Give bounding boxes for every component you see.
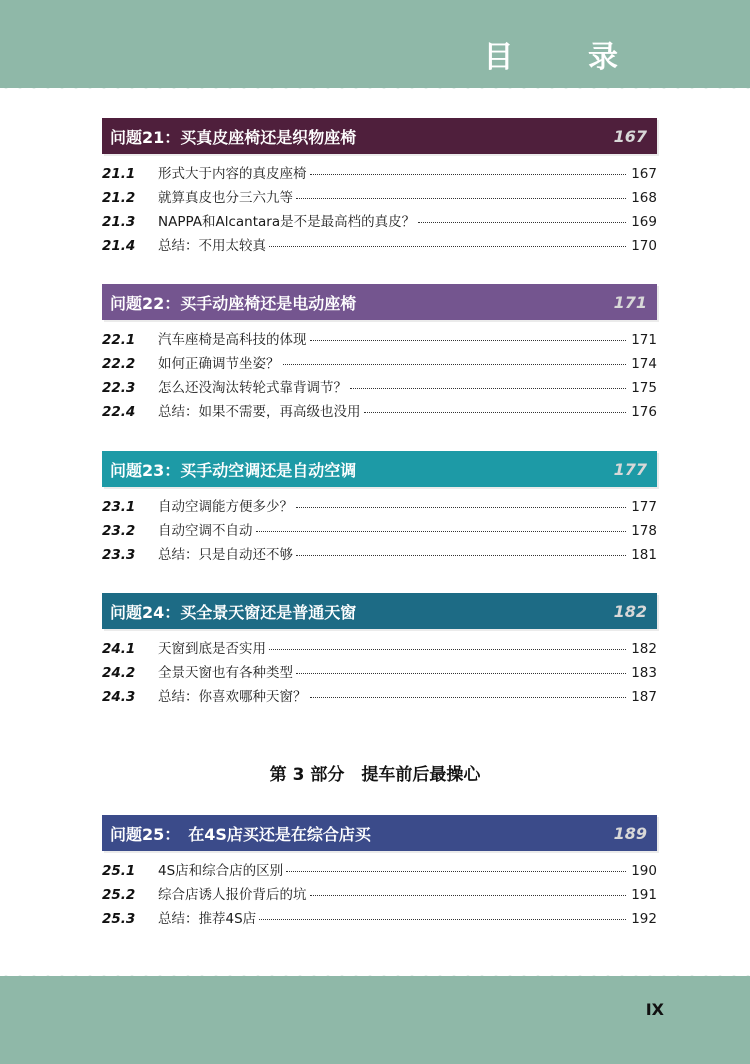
footer-band [0,976,750,1064]
toc-entry[interactable] [102,328,657,352]
dot-leader [310,340,627,341]
entry-page: 167 [631,166,657,182]
entry-page: 175 [631,380,657,396]
entry-title: 自动空调能方便多少？ [158,499,293,515]
entry-page: 177 [631,499,657,515]
dot-leader [310,174,627,175]
section-title: 问题21：买真皮座椅还是织物座椅 [110,127,357,147]
toc-entry[interactable] [102,907,657,931]
entry-number: 21.2 [102,190,136,206]
toc-entry[interactable] [102,186,657,210]
entry-title: 天窗到底是否实用 [158,641,266,657]
dot-leader [350,388,626,389]
entry-page: 174 [631,356,657,372]
entry-page: 192 [631,911,657,927]
entry-number: 24.2 [102,665,136,681]
entry-number: 22.2 [102,356,136,372]
section-page-number: 171 [613,292,647,312]
toc-entry[interactable] [102,400,657,424]
entry-number: 25.1 [102,863,136,879]
section-header-bar[interactable] [102,451,657,487]
section-page-number: 177 [613,459,647,479]
entry-page: 168 [631,190,657,206]
dot-leader [269,246,626,247]
toc-section-24 [102,593,657,709]
entry-page: 191 [631,887,657,903]
dot-leader [310,895,627,896]
entry-number: 23.1 [102,499,136,515]
entry-title: NAPPA和Alcantara是不是最高档的真皮？ [158,214,416,230]
entry-number: 24.1 [102,641,136,657]
entry-number: 23.2 [102,523,136,539]
entry-number: 24.3 [102,689,136,705]
entry-title: 自动空调不自动 [158,523,253,539]
toc-entry[interactable] [102,234,657,258]
part-heading: 第 3 部分 提车前后最操心 [269,765,481,785]
toc-section-22 [102,284,657,424]
toc-entry[interactable] [102,883,657,907]
entry-page: 181 [631,547,657,563]
toc-entry[interactable] [102,495,657,519]
entry-number: 21.4 [102,238,136,254]
dot-leader [310,697,627,698]
section-page-number: 182 [613,601,647,621]
section-header-bar[interactable] [102,815,657,851]
toc-entry[interactable] [102,210,657,234]
entry-page: 182 [631,641,657,657]
section-page-number: 189 [613,823,647,843]
page-title: 目 录 [483,40,650,75]
entry-title: 如何正确调节坐姿？ [158,356,280,372]
toc-entry[interactable] [102,376,657,400]
section-title: 问题25： 在4S店买还是在综合店买 [110,824,371,844]
entry-number: 22.3 [102,380,136,396]
entry-title: 全景天窗也有各种类型 [158,665,293,681]
entry-number: 21.3 [102,214,136,230]
page-number: IX [645,1000,664,1019]
dot-leader [296,673,626,674]
entry-page: 171 [631,332,657,348]
entry-page: 176 [631,404,657,420]
dot-leader [296,555,626,556]
entry-page: 170 [631,238,657,254]
entry-number: 22.1 [102,332,136,348]
entry-title: 4S店和综合店的区别 [158,863,284,879]
dot-leader [286,871,626,872]
entry-page: 178 [631,523,657,539]
entry-title: 就算真皮也分三六九等 [158,190,293,206]
dot-leader [296,198,626,199]
section-header-bar[interactable] [102,284,657,320]
entry-title: 怎么还没淘汰转轮式靠背调节？ [158,380,347,396]
section-header-bar[interactable] [102,118,657,154]
dot-leader [256,531,627,532]
section-header-bar[interactable] [102,593,657,629]
section-title: 问题23：买手动空调还是自动空调 [110,460,357,480]
toc-entry[interactable] [102,352,657,376]
entry-number: 22.4 [102,404,136,420]
entry-title: 总结：推荐4S店 [158,911,257,927]
entry-page: 183 [631,665,657,681]
dot-leader [283,364,627,365]
dot-leader [364,412,627,413]
toc-section-21 [102,118,657,258]
toc-entry[interactable] [102,519,657,543]
entry-number: 21.1 [102,166,136,182]
entry-title: 汽车座椅是高科技的体现 [158,332,307,348]
entry-title: 总结：如果不需要，再高级也没用 [158,404,361,420]
entry-page: 169 [631,214,657,230]
toc-entry[interactable] [102,859,657,883]
toc-section-23 [102,451,657,567]
toc-entry[interactable] [102,543,657,567]
dot-leader [269,649,626,650]
dot-leader [418,222,626,223]
dot-leader [296,507,626,508]
dot-leader [259,919,626,920]
entry-title: 总结：不用太较真 [158,238,266,254]
entry-page: 190 [631,863,657,879]
entry-title: 总结：你喜欢哪种天窗？ [158,689,307,705]
entry-number: 23.3 [102,547,136,563]
entry-number: 25.2 [102,887,136,903]
toc-entry[interactable] [102,661,657,685]
toc-entry[interactable] [102,162,657,186]
toc-entry[interactable] [102,685,657,709]
entry-title: 总结：只是自动还不够 [158,547,293,563]
entry-title: 形式大于内容的真皮座椅 [158,166,307,182]
toc-section-25 [102,815,657,931]
entry-number: 25.3 [102,911,136,927]
entry-title: 综合店诱人报价背后的坑 [158,887,307,903]
section-page-number: 167 [613,126,647,146]
section-title: 问题22：买手动座椅还是电动座椅 [110,293,357,313]
entry-page: 187 [631,689,657,705]
toc-entry[interactable] [102,637,657,661]
section-title: 问题24：买全景天窗还是普通天窗 [110,602,357,622]
